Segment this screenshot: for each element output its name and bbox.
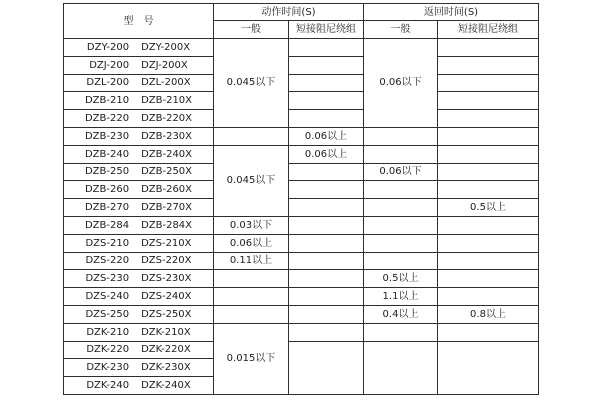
model-label: DZS-210X — [141, 237, 192, 249]
table-row — [64, 181, 539, 199]
spec-table — [63, 3, 539, 395]
model-cell — [64, 163, 214, 181]
value-cell — [364, 127, 438, 145]
value-cell — [289, 305, 364, 323]
value-cell — [289, 341, 364, 394]
value-cell — [289, 199, 364, 217]
value-cell — [438, 163, 539, 181]
model-label: DZB-270X — [141, 202, 193, 214]
value-cell — [289, 181, 364, 199]
model-label: DZK-210X — [141, 326, 191, 338]
action-damping-winding-header: 短接阻尼绕组 — [289, 21, 364, 39]
value-cell — [438, 270, 539, 288]
table-row — [64, 288, 539, 306]
model-label: DZB-260 — [84, 184, 130, 196]
model-label: DZB-230X — [141, 130, 193, 142]
value-cell — [438, 110, 539, 128]
value-cell — [364, 216, 438, 234]
table-row — [64, 74, 539, 92]
value-cell — [364, 234, 438, 252]
model-label: DZL-200X — [141, 77, 191, 89]
value-cell — [438, 92, 539, 110]
value-cell — [289, 323, 364, 341]
model-label: DZB-210X — [141, 95, 193, 107]
value-cell — [289, 56, 364, 74]
model-label: DZB-240X — [141, 148, 193, 160]
model-cell — [64, 270, 214, 288]
table-row — [64, 323, 539, 341]
model-label: DZK-220 — [86, 344, 130, 356]
model-label: DZY-200 — [86, 41, 130, 53]
model-cell — [64, 377, 214, 395]
return-general-header: 一般 — [364, 21, 438, 39]
value-cell — [438, 341, 539, 394]
value-cell: 0.06以下 — [364, 163, 438, 181]
table-row — [64, 270, 539, 288]
value-cell — [438, 323, 539, 341]
value-cell — [289, 234, 364, 252]
value-cell — [364, 341, 438, 394]
value-cell — [438, 252, 539, 270]
model-label: DZS-220X — [141, 255, 192, 267]
model-cell — [64, 145, 214, 163]
table-row — [64, 92, 539, 110]
model-label: DZS-240 — [85, 291, 130, 303]
model-label: DZB-284X — [141, 219, 193, 231]
model-cell — [64, 252, 214, 270]
value-cell — [289, 216, 364, 234]
value-cell — [214, 127, 289, 145]
value-cell — [289, 288, 364, 306]
table-body — [64, 39, 539, 395]
table-row — [64, 56, 539, 74]
table-row — [64, 199, 539, 217]
action-general-header: 一般 — [214, 21, 289, 39]
model-label: DZJ-200 — [89, 59, 130, 71]
value-cell — [438, 56, 539, 74]
model-cell — [64, 323, 214, 341]
value-cell: 0.4以上 — [364, 305, 438, 323]
value-cell — [364, 252, 438, 270]
value-cell — [289, 270, 364, 288]
model-label: DZK-230 — [86, 362, 130, 374]
model-cell — [64, 359, 214, 377]
model-cell — [64, 288, 214, 306]
model-cell — [64, 234, 214, 252]
value-cell — [438, 216, 539, 234]
model-label: DZS-230 — [85, 273, 130, 285]
value-cell — [364, 199, 438, 217]
table-row — [64, 234, 539, 252]
value-cell — [214, 270, 289, 288]
model-cell — [64, 181, 214, 199]
value-cell — [438, 39, 539, 57]
value-cell — [289, 110, 364, 128]
model-label: DZK-220X — [141, 344, 191, 356]
table-row — [64, 39, 539, 57]
value-cell — [364, 323, 438, 341]
model-label: DZB-270 — [84, 202, 130, 214]
table-row — [64, 341, 539, 359]
model-label: DZK-210 — [86, 326, 130, 338]
model-label: DZB-250X — [141, 166, 193, 178]
table-row — [64, 216, 539, 234]
model-label: DZB-250 — [84, 166, 130, 178]
model-label: DZK-240X — [141, 380, 191, 392]
value-cell: 0.06以上 — [214, 234, 289, 252]
value-cell — [364, 145, 438, 163]
value-cell — [289, 92, 364, 110]
model-label: DZK-230X — [141, 362, 191, 374]
model-cell — [64, 127, 214, 145]
table-header — [64, 4, 539, 39]
value-cell — [438, 145, 539, 163]
action-time-group-header: 动作时间(S) — [214, 4, 364, 21]
table-row — [64, 145, 539, 163]
table-row — [64, 305, 539, 323]
model-label: DZB-210 — [84, 95, 130, 107]
value-cell — [438, 234, 539, 252]
model-column-header: 型 号 — [64, 4, 214, 39]
value-cell: 0.11以上 — [214, 252, 289, 270]
model-label: DZS-250 — [85, 308, 130, 320]
value-cell: 0.03以下 — [214, 216, 289, 234]
model-cell — [64, 341, 214, 359]
model-label: DZB-260X — [141, 184, 193, 196]
value-cell: 0.06以上 — [289, 127, 364, 145]
value-cell: 1.1以上 — [364, 288, 438, 306]
value-cell — [438, 74, 539, 92]
model-label: DZJ-200X — [141, 59, 188, 71]
table-row — [64, 252, 539, 270]
value-cell: 0.045以下 — [214, 145, 289, 216]
model-label: DZB-220 — [84, 113, 130, 125]
value-cell: 0.06以下 — [364, 39, 438, 128]
model-label: DZS-230X — [141, 273, 192, 285]
model-cell — [64, 92, 214, 110]
value-cell: 0.5以上 — [364, 270, 438, 288]
model-cell — [64, 39, 214, 57]
model-label: DZB-284 — [84, 219, 130, 231]
value-cell: 0.5以上 — [438, 199, 539, 217]
value-cell — [438, 181, 539, 199]
model-label: DZK-240 — [86, 380, 130, 392]
table-row — [64, 127, 539, 145]
value-cell: 0.06以上 — [289, 145, 364, 163]
value-cell — [438, 288, 539, 306]
value-cell — [289, 39, 364, 57]
table-row — [64, 163, 539, 181]
value-cell: 0.045以下 — [214, 39, 289, 128]
value-cell — [289, 163, 364, 181]
model-label: DZY-200X — [141, 41, 191, 53]
model-label: DZB-230 — [84, 130, 130, 142]
model-cell — [64, 216, 214, 234]
model-cell — [64, 199, 214, 217]
value-cell — [364, 181, 438, 199]
model-label: DZS-210 — [85, 237, 130, 249]
model-cell — [64, 110, 214, 128]
model-cell — [64, 56, 214, 74]
table-row — [64, 110, 539, 128]
model-cell — [64, 74, 214, 92]
value-cell — [438, 127, 539, 145]
value-cell — [214, 305, 289, 323]
model-cell — [64, 305, 214, 323]
value-cell — [289, 252, 364, 270]
value-cell — [214, 288, 289, 306]
value-cell: 0.8以上 — [438, 305, 539, 323]
model-label: DZB-240 — [84, 148, 130, 160]
model-label: DZL-200 — [86, 77, 130, 89]
model-label: DZS-220 — [85, 255, 130, 267]
value-cell: 0.015以下 — [214, 323, 289, 394]
value-cell — [289, 74, 364, 92]
model-label: DZB-220X — [141, 113, 193, 125]
model-label: DZS-240X — [141, 291, 192, 303]
return-damping-winding-header: 短接阻尼绕组 — [438, 21, 539, 39]
return-time-group-header: 返回时间(S) — [364, 4, 539, 21]
group-header-row — [64, 4, 539, 21]
model-label: DZS-250X — [141, 308, 192, 320]
